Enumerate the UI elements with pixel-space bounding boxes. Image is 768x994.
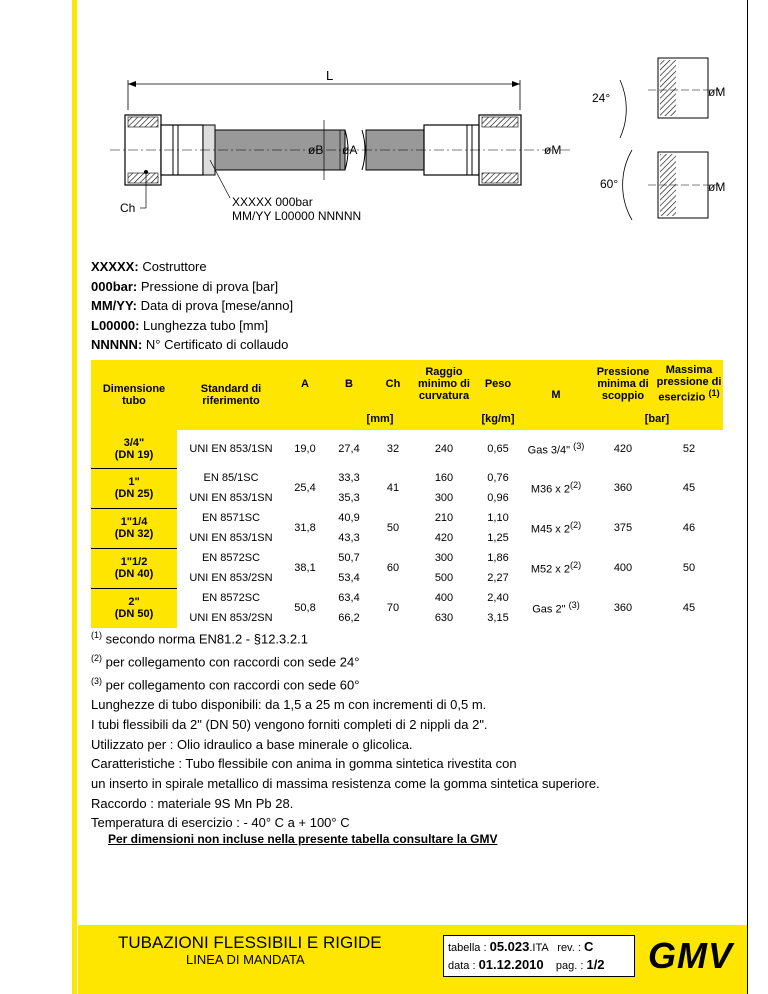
header-raggio: Raggio minimo di curvatura — [413, 360, 475, 408]
cell-burst: 360 — [591, 588, 655, 628]
tabella-row: tabella : 05.023.ITA rev. : C — [448, 939, 594, 954]
cell-peso: 1,25 — [475, 528, 521, 548]
unit-mm: [mm] — [285, 408, 475, 430]
cell-standard: EN 85/1SC — [177, 468, 285, 488]
angle-24-label: 24° — [592, 91, 611, 105]
cell-peso: 0,65 — [475, 430, 521, 468]
cell-work: 46 — [655, 508, 723, 548]
cell-burst: 400 — [591, 548, 655, 588]
cell-a: 38,1 — [285, 548, 325, 588]
header-ch: Ch — [373, 360, 413, 408]
note-line: Raccordo : materiale 9S Mn Pb 28. — [91, 795, 294, 811]
cell-peso: 1,10 — [475, 508, 521, 528]
header-dimensione: Dimensione tubo — [91, 360, 177, 430]
cell-raggio: 300 — [413, 548, 475, 568]
cell-ch: 60 — [373, 548, 413, 588]
cell-raggio: 300 — [413, 488, 475, 508]
cell-m: Gas 2" $^{(3)}$ — [521, 588, 591, 628]
cell-raggio: 400 — [413, 588, 475, 608]
cell-raggio: 630 — [413, 608, 475, 628]
cell-b: 66,2 — [325, 608, 373, 628]
cell-b: 40,9 — [325, 508, 373, 528]
cell-a: 50,8 — [285, 588, 325, 628]
right-border-line — [747, 0, 748, 994]
cell-peso: 1,86 — [475, 548, 521, 568]
notes-section — [91, 626, 691, 833]
cell-ch: 70 — [373, 588, 413, 628]
cell-raggio: 160 — [413, 468, 475, 488]
cell-burst: 375 — [591, 508, 655, 548]
legend-item: 000bar: Pressione di prova [bar] — [91, 278, 279, 294]
footer-subtitle: LINEA DI MANDATA — [186, 952, 305, 967]
detail-24-dim-m: øM — [708, 85, 726, 99]
footnote-3: $^{(3)}$ per collegamento con raccordi con sede 60° — [91, 676, 360, 693]
cell-work: 50 — [655, 548, 723, 588]
contact-callout: Per dimensioni non incluse nella presente tabella consultare la GMV — [108, 832, 498, 846]
cell-standard: EN 8571SC — [177, 508, 285, 528]
cell-peso: 2,40 — [475, 588, 521, 608]
note-line: un inserto in spirale metallico di massima resistenza come la gomma sintetica superiore. — [91, 775, 600, 791]
legend-item: NNNNN: N° Certificato di collaudo — [91, 337, 289, 352]
footnote-2: $^{(2)}$ per collegamento con raccordi con sede 24° — [91, 653, 360, 670]
left-accent-bar — [72, 0, 77, 994]
ch-label: Ch — [120, 201, 136, 215]
cell-ch: 50 — [373, 508, 413, 548]
note-line: Temperatura di esercizio : - 40° C a + 100° C — [91, 815, 350, 831]
marking-line-2: MM/YY L00000 NNNNN — [232, 209, 362, 223]
document-info-box — [443, 935, 635, 977]
cell-a: 25,4 — [285, 468, 325, 508]
cell-b: 53,4 — [325, 568, 373, 588]
cell-a: 31,8 — [285, 508, 325, 548]
detail-60-dim-m: øM — [708, 180, 726, 194]
cell-standard: EN 8572SC — [177, 548, 285, 568]
cell-standard: UNI EN 853/2SN — [177, 608, 285, 628]
legend-item: XXXXX: Costruttore — [91, 259, 207, 274]
hose-technical-drawing — [80, 50, 740, 240]
header-a: A — [285, 360, 325, 408]
cell-b: 50,7 — [325, 548, 373, 568]
table-row-dim: 1" (DN 25) — [91, 468, 177, 508]
dim-l-label: L — [326, 68, 334, 83]
cell-standard: UNI EN 853/1SN — [177, 488, 285, 508]
cell-standard: UNI EN 853/1SN — [177, 430, 285, 468]
legend-item: L00000: Lunghezza tubo [mm] — [91, 317, 269, 333]
data-row: data : 01.12.2010 pag. : 1/2 — [448, 957, 605, 972]
cell-m: M52 x 2$^{(2)}$ — [521, 548, 591, 588]
footer-band — [78, 925, 747, 994]
cell-b: 27,4 — [325, 430, 373, 468]
cell-peso: 0,76 — [475, 468, 521, 488]
cell-burst: 360 — [591, 468, 655, 508]
angle-60-label: 60° — [600, 177, 619, 191]
cell-b: 63,4 — [325, 588, 373, 608]
cell-m: M36 x 2$^{(2)}$ — [521, 468, 591, 508]
hose-spec-table — [91, 360, 723, 628]
cell-m: Gas 3/4" $^{(3)}$ — [521, 430, 591, 468]
cell-ch: 32 — [373, 430, 413, 468]
legend-item: MM/YY: Data di prova [mese/anno] — [91, 298, 294, 313]
unit-bar: [bar] — [591, 408, 723, 430]
cell-raggio: 210 — [413, 508, 475, 528]
unit-kgm: [kg/m] — [475, 408, 521, 430]
marking-legend — [91, 257, 293, 355]
cell-b: 35,3 — [325, 488, 373, 508]
note-line: Lunghezze di tubo disponibili: da 1,5 a 25 m con incrementi di 0,5 m. — [91, 697, 487, 713]
footnote-1: $^{(1)}$ secondo norma EN81.2 - §12.3.2.1 — [91, 630, 308, 647]
table-row-dim: 1"1/4 (DN 32) — [91, 508, 177, 548]
cell-ch: 41 — [373, 468, 413, 508]
table-row-dim: 2" (DN 50) — [91, 588, 177, 628]
header-standard: Standard di riferimento — [177, 360, 285, 430]
cell-work: 45 — [655, 588, 723, 628]
cell-peso: 3,15 — [475, 608, 521, 628]
cell-raggio: 240 — [413, 430, 475, 468]
note-line: Caratteristiche : Tubo flessibile con anima in gomma sintetica rivestita con — [91, 756, 517, 772]
cell-work: 52 — [655, 430, 723, 468]
cell-m: M45 x 2$^{(2)}$ — [521, 508, 591, 548]
table-row-dim: 3/4" (DN 19) — [91, 430, 177, 468]
cell-peso: 2,27 — [475, 568, 521, 588]
cell-peso: 0,96 — [475, 488, 521, 508]
dim-b-label: øB — [308, 143, 324, 157]
cell-work: 45 — [655, 468, 723, 508]
header-b: B — [325, 360, 373, 408]
cell-a: 19,0 — [285, 430, 325, 468]
cell-standard: UNI EN 853/2SN — [177, 568, 285, 588]
header-pressione-esercizio: Massima pressione di esercizio $^{(1)}$ — [655, 360, 723, 408]
cell-raggio: 500 — [413, 568, 475, 588]
cell-raggio: 420 — [413, 528, 475, 548]
cell-standard: UNI EN 853/1SN — [177, 528, 285, 548]
header-pressione-scoppio: Pressione minima di scoppio — [591, 360, 655, 408]
footer-title: TUBAZIONI FLESSIBILI E RIGIDE — [118, 933, 382, 952]
note-line: Utilizzato per : Olio idraulico a base minerale o glicolica. — [91, 736, 413, 752]
note-line: I tubi flessibili da 2" (DN 50) vengono forniti completi di 2 nippli da 2". — [91, 716, 488, 732]
cell-burst: 420 — [591, 430, 655, 468]
dim-a-label: øA — [342, 143, 358, 157]
marking-line-1: XXXXX 000bar — [232, 195, 313, 209]
cell-b: 33,3 — [325, 468, 373, 488]
cell-b: 43,3 — [325, 528, 373, 548]
cell-standard: EN 8572SC — [177, 588, 285, 608]
header-peso: Peso — [475, 360, 521, 408]
table-row-dim: 1"1/2 (DN 40) — [91, 548, 177, 588]
gmv-logo: GMV — [648, 935, 734, 976]
header-m: M — [521, 360, 591, 430]
dim-m-label: øM — [544, 143, 562, 157]
